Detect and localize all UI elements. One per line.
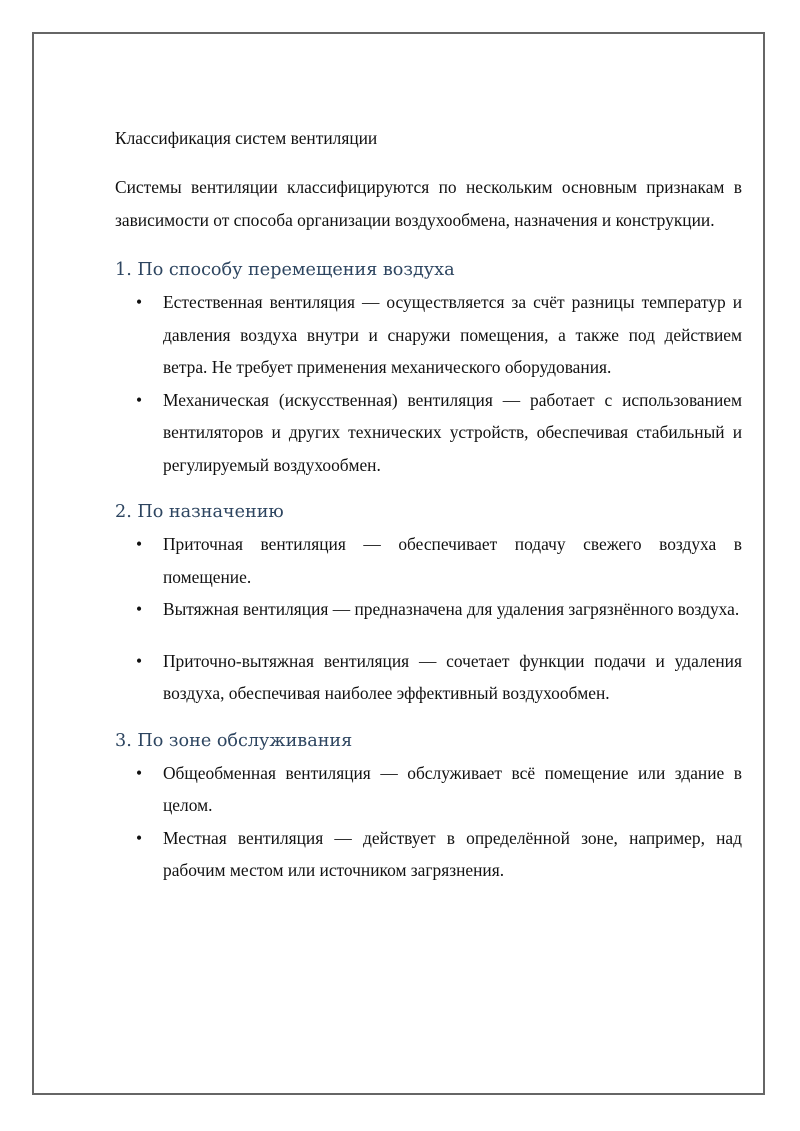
list-item-text: Естественная вентиляция — осуществляется за счёт разницы температур и давления воздуха внутри и снаружи помещения, а также под действием ветра. Не требует применения механического оборудования.: [163, 292, 742, 377]
list-item: [115, 822, 742, 887]
section-heading-service-zone: 3. По зоне обслуживания: [115, 730, 353, 751]
list-item-text: Местная вентиляция — действует в определённой зоне, например, над рабочим местом или источником загрязнения.: [163, 827, 742, 880]
bullet-icon: •: [136, 827, 143, 848]
list-item: [115, 757, 742, 822]
section-heading-purpose: 2. По назначению: [115, 502, 284, 522]
document-body: [115, 117, 742, 887]
bullet-icon: •: [136, 534, 143, 554]
list-item-text: Приточная вентиляция — обеспечивает подачу свежего воздуха в помещение.: [163, 534, 742, 587]
list-item-text: Общеобменная вентиляция — обслуживает всё помещение или здание в целом.: [163, 762, 742, 815]
list-item-text: Механическая (искусственная) вентиляция — работает с использованием вентиляторов и других технических устройств, обеспечивая стабильный и регулируемый воздухообмен.: [163, 389, 742, 475]
bullet-icon: •: [136, 389, 143, 410]
list-item: [115, 593, 742, 626]
list-item: [115, 286, 742, 384]
document-title: Классификация систем вентиляции: [115, 128, 378, 148]
intro-paragraph: Системы вентиляции классифицируются по нескольким основным признакам в зависимости от способа организации воздухообмена, назначения и конструкции.: [115, 177, 742, 230]
list-item: [115, 645, 742, 710]
bullet-icon: •: [136, 292, 143, 312]
bullet-list-movement: [115, 286, 742, 481]
list-item: [115, 384, 742, 482]
section-heading-movement: 1. По способу перемещения воздуха: [115, 260, 455, 280]
bullet-icon: •: [136, 762, 143, 783]
bullet-icon: •: [136, 599, 143, 619]
bullet-list-purpose: [115, 528, 742, 710]
list-item-text: Приточно-вытяжная вентиляция — сочетает функции подачи и удаления воздуха, обеспечивая наиболее эффективный воздухообмен.: [163, 650, 742, 703]
list-item-text: Вытяжная вентиляция — предназначена для удаления загрязнённого воздуха.: [163, 599, 740, 619]
bullet-list-service-zone: [115, 757, 742, 887]
bullet-icon: •: [136, 650, 143, 671]
list-item: [115, 528, 742, 593]
